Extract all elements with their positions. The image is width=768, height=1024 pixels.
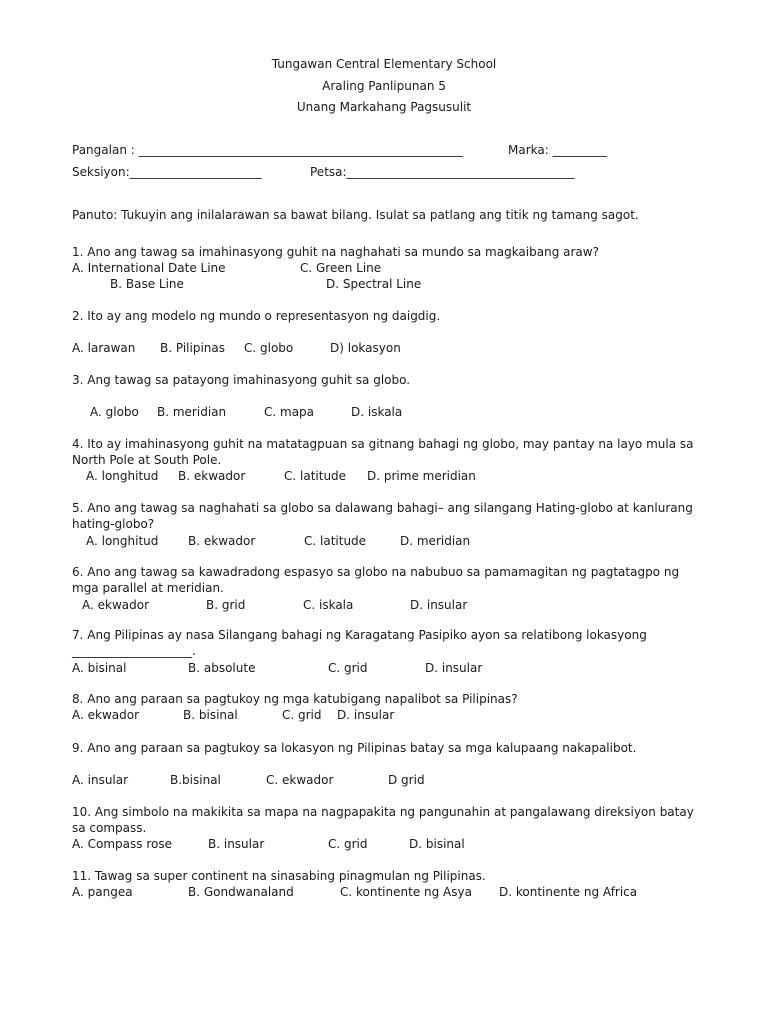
choice: D. insular (425, 661, 483, 675)
choice: C. globo (244, 341, 294, 355)
choice: D. Spectral Line (326, 277, 422, 291)
question-text: 3. Ang tawag sa patayong imahinasyong guhit sa globo. (72, 373, 411, 387)
choice: A. pangea (72, 885, 133, 899)
choice: D grid (388, 773, 425, 787)
choice: A. Compass rose (72, 837, 172, 851)
question-text: 5. Ano ang tawag sa naghahati sa globo sa dalawang bahagi– ang silangang Hating-globo at kanlurang hating-globo? (72, 501, 693, 531)
choice: A. bisinal (72, 661, 127, 675)
name-field: Pangalan : ______________________________________________________ (72, 143, 463, 157)
choice: B.bisinal (170, 773, 221, 787)
question-text: 1. Ano ang tawag sa imahinasyong guhit na naghahati sa mundo sa magkaibang araw? (72, 245, 599, 259)
choice: D. insular (410, 598, 468, 612)
instructions: Panuto: Tukuyin ang inilalarawan sa bawat bilang. Isulat sa patlang ang titik ng tamang sagot. (72, 208, 639, 222)
choice: D. meridian (400, 534, 471, 548)
choice: C. iskala (303, 598, 354, 612)
choice: C. latitude (284, 469, 347, 483)
subject-title: Araling Panlipunan 5 (322, 79, 446, 93)
question-text: 9. Ano ang paraan sa pagtukoy sa lokasyon ng Pilipinas batay sa mga kalupaang nakapalibot. (72, 741, 637, 755)
question-text: 10. Ang simbolo na makikita sa mapa na nagpapakita ng pangunahin at pangalawang direksiyon batay sa compass. (72, 805, 694, 835)
choice: C. grid (282, 708, 322, 722)
choice: C. grid (328, 837, 368, 851)
choice: B. Gondwanaland (188, 885, 294, 899)
question-text: 7. Ang Pilipinas ay nasa Silangang bahagi ng Karagatang Pasipiko ayon sa relatibong lokasyong ____________________. (72, 628, 647, 658)
choice: D. kontinente ng Africa (499, 885, 638, 899)
exam-title: Unang Markahang Pagsusulit (296, 100, 472, 114)
question-text: 4. Ito ay imahinasyong guhit na matatagpuan sa gitnang bahagi ng globo, may pantay na layo mula sa North Pole at South Pole. (72, 437, 694, 467)
choice: C. Green Line (300, 261, 382, 275)
choice: B. insular (208, 837, 265, 851)
choice: B. Pilipinas (160, 341, 225, 355)
choice: C. mapa (264, 405, 315, 419)
choice: B. ekwador (178, 469, 246, 483)
choice: D. prime meridian (367, 469, 476, 483)
choice: A. International Date Line (72, 261, 226, 275)
choice: B. Base Line (110, 277, 184, 291)
choice: C. grid (328, 661, 368, 675)
choice: D) lokasyon (330, 341, 401, 355)
question-text: 11. Tawag sa super continent na sinasabing pinagmulan ng Pilipinas. (72, 869, 486, 883)
choice: A. longhitud (86, 469, 159, 483)
choice: B. ekwador (188, 534, 256, 548)
choice: A. longhitud (86, 534, 159, 548)
question-text: 2. Ito ay ang modelo ng mundo o representasyon ng daigdig. (72, 309, 441, 323)
choice: A. insular (72, 773, 129, 787)
choice: C. kontinente ng Asya (340, 885, 472, 899)
section-field: Seksiyon:______________________ (72, 165, 262, 179)
choice: A. ekwador (82, 598, 150, 612)
choice: A. ekwador (72, 708, 140, 722)
score-field: Marka: _________ (508, 143, 607, 157)
choice: D. insular (337, 708, 395, 722)
choice: B. meridian (157, 405, 227, 419)
date-field: Petsa:______________________________________ (310, 165, 575, 179)
choice: A. globo (90, 405, 139, 419)
choice: C. ekwador (266, 773, 334, 787)
choice: D. bisinal (409, 837, 465, 851)
choice: B. bisinal (183, 708, 238, 722)
choice: B. absolute (188, 661, 256, 675)
school-name: Tungawan Central Elementary School (271, 57, 497, 71)
choice: B. grid (206, 598, 246, 612)
choice: C. latitude (304, 534, 367, 548)
question-text: 8. Ano ang paraan sa pagtukoy ng mga katubigang napalibot sa Pilipinas? (72, 692, 518, 706)
choice: D. iskala (351, 405, 403, 419)
question-text: 6. Ano ang tawag sa kawadradong espasyo sa globo na nabubuo sa pamamagitan ng pagtatagpo ng mga parallel at meridian. (72, 565, 680, 595)
choice: A. larawan (72, 341, 136, 355)
